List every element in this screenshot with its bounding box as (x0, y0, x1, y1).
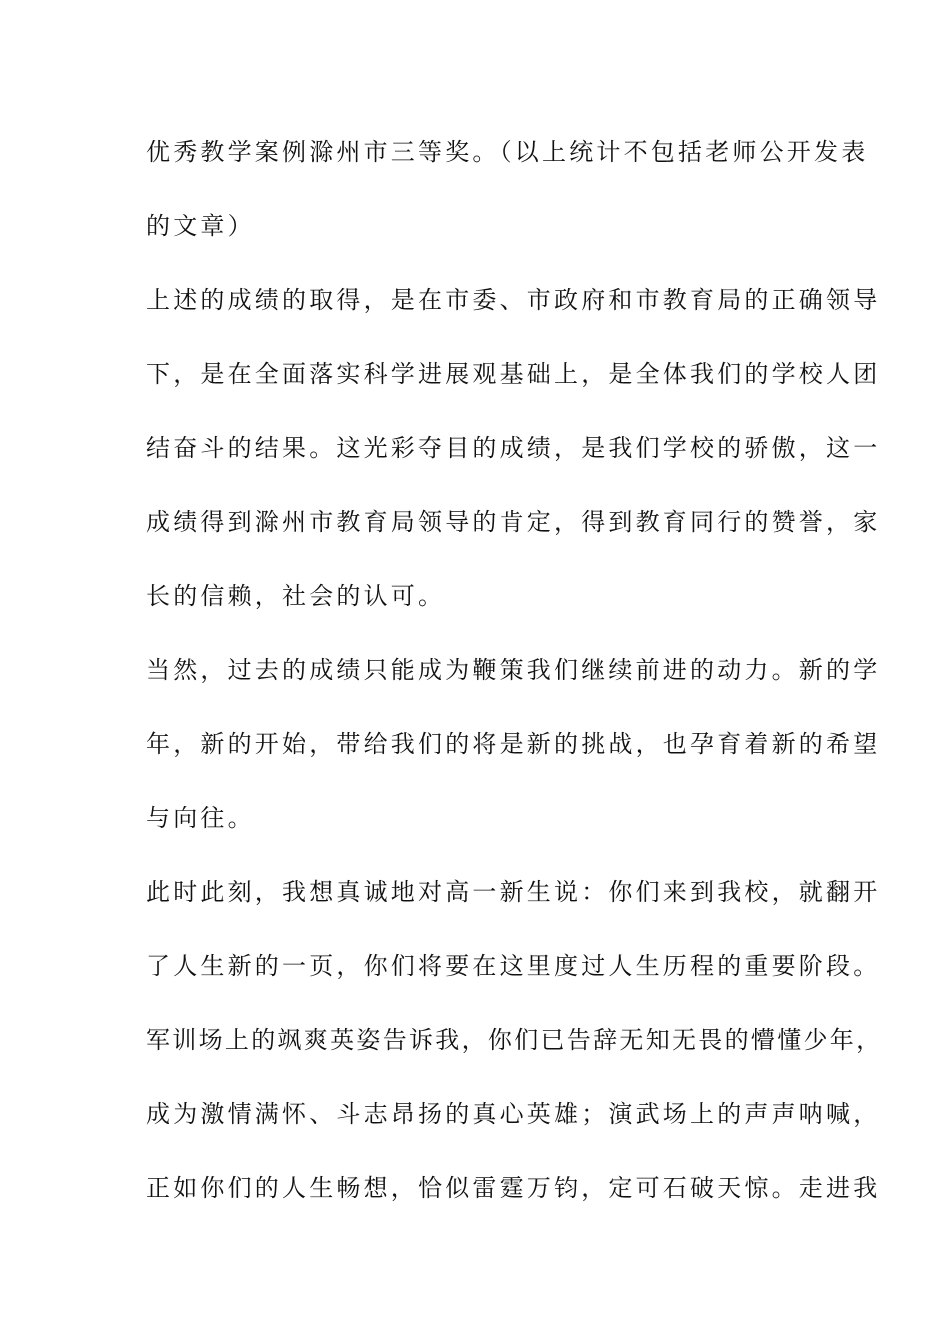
text-line: 的文章） (146, 212, 255, 240)
text-line: 成绩得到滁州市教育局领导的肯定，得到教育同行的赞誉，家 (146, 508, 881, 536)
text-line: 年，新的开始，带给我们的将是新的挑战，也孕育着新的希望 (146, 730, 881, 758)
text-line: 上述的成绩的取得，是在市委、市政府和市教育局的正确领导 (146, 286, 881, 314)
text-line: 下，是在全面落实科学进展观基础上，是全体我们的学校人团 (146, 360, 881, 388)
text-line: 结奋斗的结果。这光彩夺目的成绩，是我们学校的骄傲，这一 (146, 434, 881, 462)
text-line: 了人生新的一页，你们将要在这里度过人生历程的重要阶段。 (146, 952, 881, 980)
text-line: 当然，过去的成绩只能成为鞭策我们继续前进的动力。新的学 (146, 656, 881, 684)
text-line: 此时此刻，我想真诚地对高一新生说：你们来到我校，就翻开 (146, 878, 881, 906)
text-line: 正如你们的人生畅想，恰似雷霆万钧，定可石破天惊。走进我 (146, 1174, 881, 1202)
text-line: 优秀教学案例滁州市三等奖。（以上统计不包括老师公开发表 (146, 138, 869, 166)
text-line: 成为激情满怀、斗志昂扬的真心英雄；演武场上的声声呐喊， (146, 1100, 881, 1128)
text-line: 长的信赖，社会的认可。 (146, 582, 446, 610)
text-line: 与向往。 (146, 804, 255, 832)
text-line: 军训场上的飒爽英姿告诉我，你们已告辞无知无畏的懵懂少年， (146, 1026, 883, 1054)
